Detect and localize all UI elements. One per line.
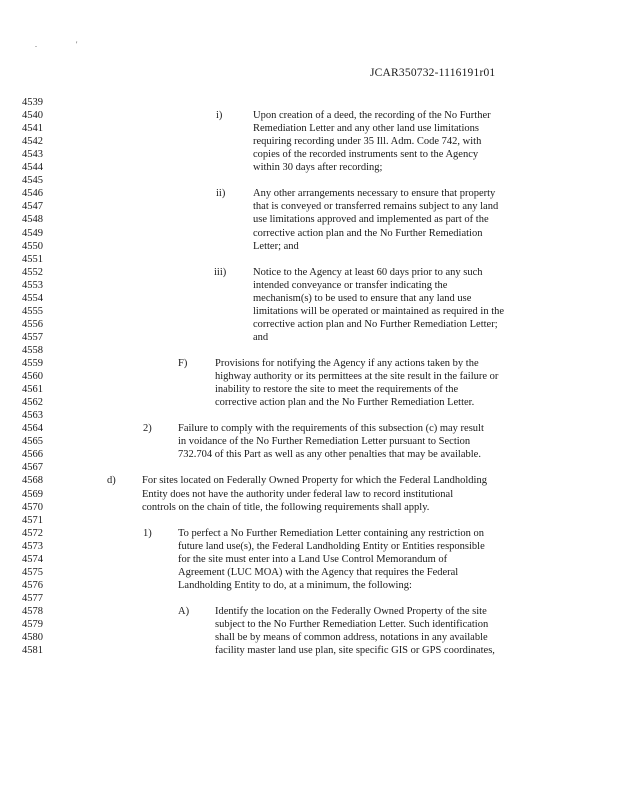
- line-number: 4560: [22, 371, 43, 383]
- line-number: 4540: [22, 110, 43, 122]
- line-number: 4576: [22, 579, 43, 591]
- line-number: 4550: [22, 240, 43, 252]
- text-line: for the site must enter into a Land Use Control Memorandum of: [178, 553, 448, 565]
- line-number: 4541: [22, 123, 43, 135]
- text-line: Entity does not have the authority under federal law to record institutional: [142, 488, 454, 500]
- text-line: To perfect a No Further Remediation Letter containing any restriction on: [178, 527, 484, 539]
- line-number: 4561: [22, 384, 43, 396]
- text-line: Upon creation of a deed, the recording of the No Further: [253, 110, 491, 122]
- list-marker: ii): [216, 188, 226, 200]
- line-number: 4571: [22, 514, 43, 526]
- text-line: controls on the chain of title, the following requirements shall apply.: [142, 501, 430, 513]
- text-line: and: [253, 331, 269, 343]
- line-number: 4577: [22, 592, 43, 604]
- line-number: 4568: [22, 475, 43, 487]
- line-number: 4554: [22, 292, 43, 304]
- list-marker: i): [216, 110, 223, 122]
- text-line: within 30 days after recording;: [253, 162, 383, 174]
- line-number: 4575: [22, 566, 43, 578]
- list-marker: 2): [143, 423, 152, 435]
- line-number: 4543: [22, 149, 43, 161]
- line-number: 4539: [22, 97, 43, 108]
- scan-mark: ': [76, 40, 78, 49]
- text-line: 732.704 of this Part as well as any other penalties that may be available.: [178, 449, 481, 461]
- line-number: 4570: [22, 501, 43, 513]
- line-number: 4564: [22, 423, 43, 435]
- line-number: 4558: [22, 344, 43, 356]
- line-number: 4574: [22, 553, 43, 565]
- line-number: 4559: [22, 358, 43, 369]
- line-number: 4542: [22, 136, 43, 148]
- line-number: 4549: [22, 227, 43, 239]
- document-id: JCAR350732-1116191r01: [370, 67, 496, 79]
- text-line: subject to the No Further Remediation Letter. Such identification: [215, 619, 489, 630]
- line-number: 4580: [22, 632, 43, 644]
- line-number: 4565: [22, 436, 43, 448]
- text-line: Provisions for notifying the Agency if any actions taken by the: [215, 358, 479, 369]
- line-number: 4556: [22, 318, 43, 330]
- text-line: Any other arrangements necessary to ensure that property: [253, 188, 496, 200]
- list-marker: d): [107, 475, 116, 487]
- line-number: 4551: [22, 253, 43, 265]
- text-line: Agreement (LUC MOA) with the Agency that requires the Federal: [178, 566, 459, 578]
- line-number: 4581: [22, 645, 43, 657]
- line-number: 4547: [22, 201, 43, 213]
- line-number: 4553: [22, 279, 43, 291]
- text-line: that is conveyed or transferred remains subject to any land: [253, 201, 499, 213]
- text-line: intended conveyance or transfer indicating the: [253, 279, 448, 291]
- line-number: 4579: [22, 619, 43, 630]
- text-line: limitations will be operated or maintained as required in the: [253, 305, 505, 317]
- line-number: 4546: [22, 188, 43, 200]
- line-number: 4566: [22, 449, 43, 461]
- line-number: 4567: [22, 462, 43, 474]
- text-line: shall be by means of common address, notations in any available: [215, 632, 488, 644]
- list-marker: A): [178, 605, 190, 617]
- text-line: Remediation Letter and any other land use limitations: [253, 123, 479, 135]
- text-line: For sites located on Federally Owned Property for which the Federal Landholding: [142, 475, 487, 487]
- text-line: inability to restore the site to meet the requirements of the: [215, 384, 459, 396]
- text-line: requiring recording under 35 Ill. Adm. Code 742, with: [253, 136, 482, 148]
- line-number: 4548: [22, 214, 43, 226]
- text-line: future land use(s), the Federal Landholding Entity or Entities responsible: [178, 540, 485, 552]
- text-line: Landholding Entity to do, at a minimum, the following:: [178, 579, 412, 591]
- text-line: corrective action plan and the No Further Remediation: [253, 227, 483, 239]
- line-number: 4563: [22, 410, 43, 422]
- line-number: 4573: [22, 540, 43, 552]
- list-marker: F): [178, 358, 188, 369]
- text-line: use limitations approved and implemented as part of the: [253, 214, 489, 226]
- line-number: 4544: [22, 162, 43, 174]
- text-line: facility master land use plan, site specific GIS or GPS coordinates,: [215, 645, 495, 657]
- line-number: 4557: [22, 331, 43, 343]
- text-line: corrective action plan and the No Further Remediation Letter.: [215, 397, 475, 409]
- text-line: mechanism(s) to be used to ensure that any land use: [253, 292, 472, 304]
- line-number: 4555: [22, 305, 43, 317]
- scan-mark: .: [35, 40, 37, 49]
- line-number: 4562: [22, 397, 43, 409]
- list-marker: 1): [143, 527, 152, 539]
- line-number: 4578: [22, 605, 43, 617]
- text-line: copies of the recorded instruments sent to the Agency: [253, 149, 479, 161]
- text-line: corrective action plan and No Further Remediation Letter;: [253, 318, 498, 330]
- text-line: Identify the location on the Federally Owned Property of the site: [215, 605, 487, 617]
- text-line: Failure to comply with the requirements of this subsection (c) may result: [178, 423, 484, 435]
- text-line: Letter; and: [253, 240, 299, 252]
- line-number: 4569: [22, 488, 43, 500]
- line-number: 4545: [22, 175, 43, 187]
- line-number: 4572: [22, 527, 43, 539]
- line-number: 4552: [22, 266, 43, 278]
- text-line: in voidance of the No Further Remediation Letter pursuant to Section: [178, 436, 471, 448]
- text-line: Notice to the Agency at least 60 days prior to any such: [253, 266, 483, 278]
- text-line: highway authority or its permittees at the site result in the failure or: [215, 371, 499, 383]
- list-marker: iii): [214, 266, 227, 278]
